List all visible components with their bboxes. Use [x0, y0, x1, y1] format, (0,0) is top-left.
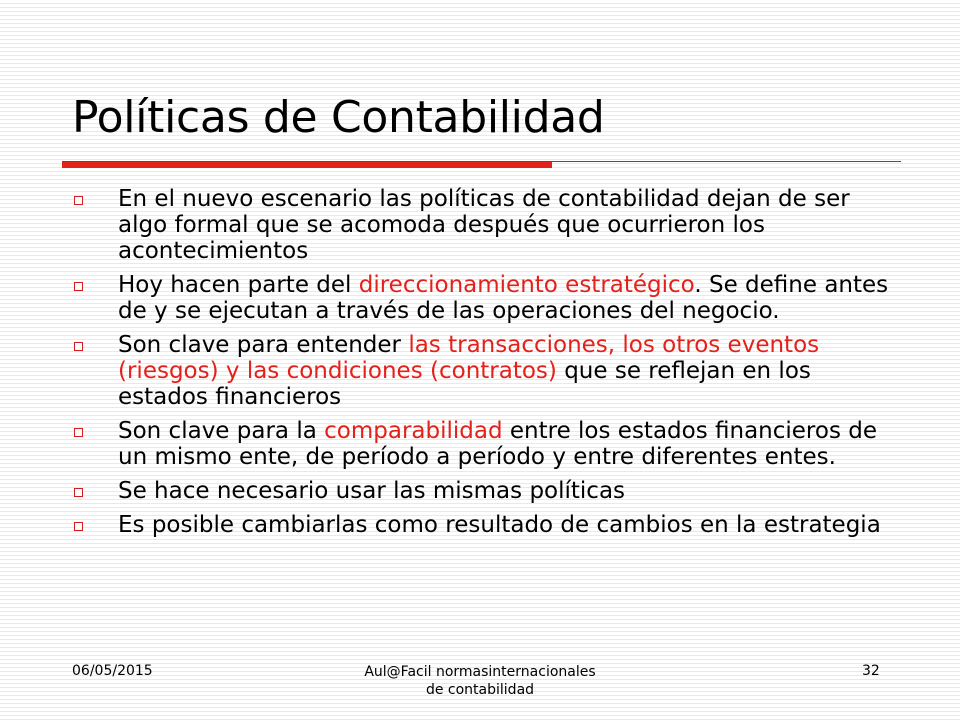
bullet-item [72, 186, 902, 264]
bullet-item [72, 512, 902, 538]
square-bullet-icon [74, 522, 83, 531]
square-bullet-icon [74, 196, 83, 205]
bullet-item [72, 478, 902, 504]
bullet-item [72, 332, 902, 410]
slide-title: Políticas de Contabilidad [72, 92, 605, 143]
bullet-segment: Hoy hacen parte del [118, 272, 359, 298]
bullet-segment: En el nuevo escenario las políticas de contabilidad dejan de ser algo formal que se acomoda después que ocurrieron los acontecimientos [118, 186, 850, 264]
bullet-text [118, 272, 888, 324]
bullet-text [118, 418, 877, 470]
bullet-segment: que se reflejan en los estados financieros [118, 358, 811, 410]
bullet-text [118, 478, 625, 504]
highlighted-phrase: las transacciones, los otros eventos (riesgos) y las condiciones (contratos) [118, 332, 820, 384]
bullet-list [72, 186, 902, 546]
square-bullet-icon [74, 428, 83, 437]
bullet-segment: Es posible cambiarlas como resultado de cambios en la estrategia [118, 512, 881, 538]
slide-number: 32 [862, 663, 880, 679]
bullet-segment: Son clave para entender [118, 332, 409, 358]
bullet-segment: Se hace necesario usar las mismas políticas [118, 478, 626, 504]
highlighted-phrase: comparabilidad [324, 418, 503, 444]
footer-title [300, 663, 660, 699]
bullet-item [72, 418, 902, 470]
bullet-segment: Son clave para la [118, 418, 325, 444]
bullet-item [72, 272, 902, 324]
bullet-segment: . Se define antes de y se ejecutan a través de las operaciones del negocio. [118, 272, 889, 324]
bullet-text [118, 186, 850, 264]
bullet-text [118, 332, 819, 410]
footer-title-line: Aul@Facil normasinternacionales [364, 664, 596, 680]
square-bullet-icon [74, 488, 83, 497]
title-underline-accent [62, 162, 552, 168]
highlighted-phrase: direccionamiento estratégico [358, 272, 695, 298]
footer-date: 06/05/2015 [72, 663, 153, 679]
square-bullet-icon [74, 342, 83, 351]
bullet-segment: entre los estados financieros de un mismo ente, de período a período y entre diferentes entes. [118, 418, 877, 470]
square-bullet-icon [74, 282, 83, 291]
footer-title-line: de contabilidad [425, 682, 535, 698]
bullet-text [118, 512, 881, 538]
